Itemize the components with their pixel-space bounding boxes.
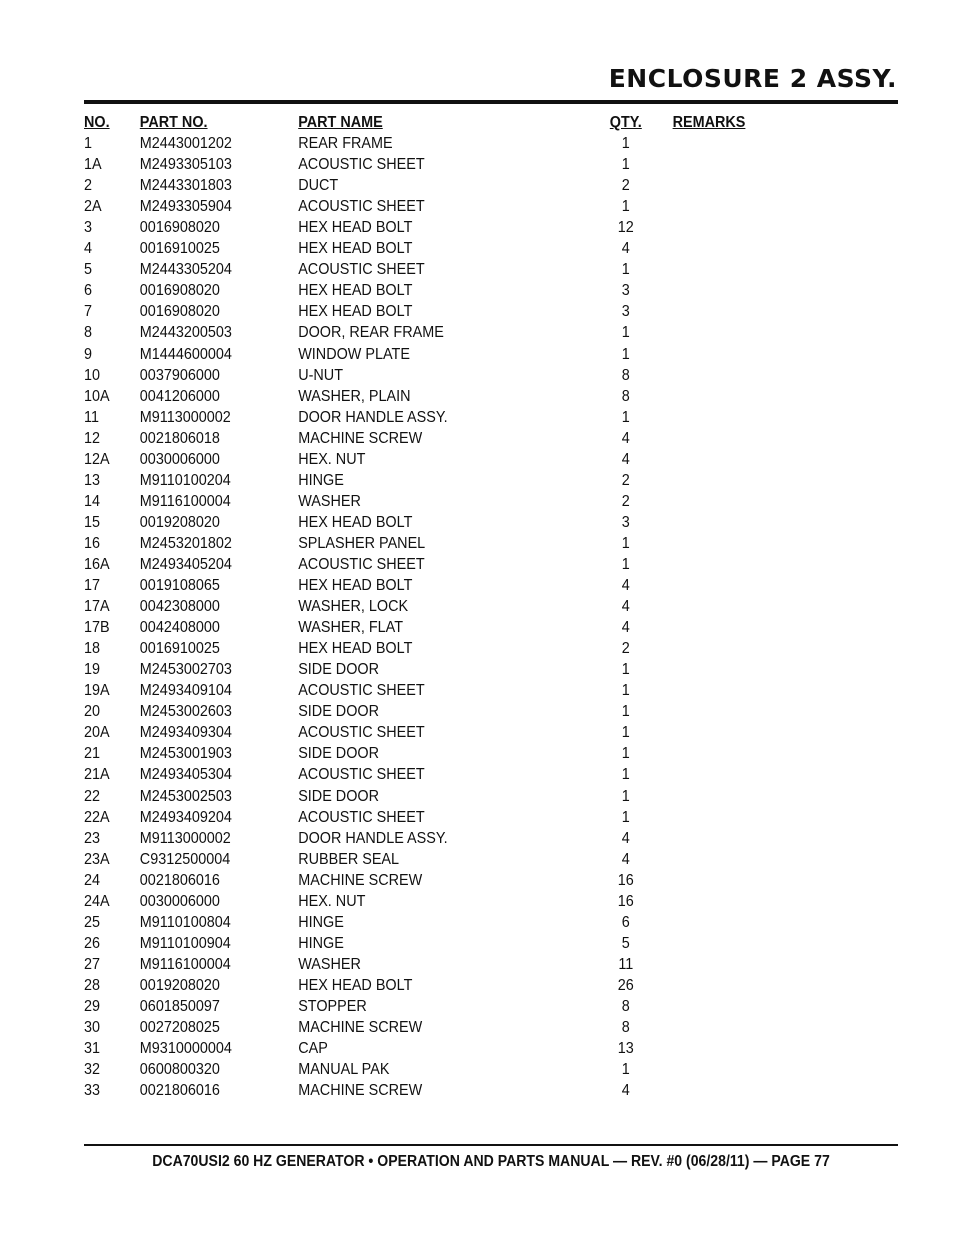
cell-qty: 1: [621, 534, 630, 552]
table-row: [84, 217, 899, 238]
cell-no: 4: [84, 240, 93, 258]
cell-no: 28: [84, 976, 101, 994]
cell-part-name: HEX HEAD BOLT: [298, 240, 413, 258]
cell-part-no: M2453201802: [139, 534, 232, 552]
header-part-name: PART NAME: [298, 114, 383, 131]
parts-table: [84, 112, 898, 1101]
cell-part-name: DUCT: [298, 177, 339, 195]
cell-no: 2: [84, 177, 93, 195]
cell-part-name: RUBBER SEAL: [298, 850, 400, 868]
table-row: [84, 680, 899, 701]
cell-part-name: ACOUSTIC SHEET: [298, 198, 425, 216]
table-row: [84, 933, 899, 954]
cell-no: 13: [84, 471, 101, 489]
cell-qty: 1: [621, 724, 630, 742]
table-row: [84, 701, 899, 722]
cell-part-name: REAR FRAME: [298, 135, 393, 153]
cell-part-no: M9110100204: [139, 471, 231, 489]
cell-no: 19: [84, 661, 101, 679]
cell-part-no: M9116100004: [139, 492, 231, 510]
cell-qty: 12: [617, 219, 634, 237]
table-row: [84, 849, 899, 870]
cell-part-no: M2493305103: [139, 156, 232, 174]
cell-no: 22A: [84, 808, 110, 826]
cell-part-name: SIDE DOOR: [298, 745, 380, 763]
header-qty: QTY.: [609, 114, 642, 131]
cell-part-no: 0042408000: [139, 619, 220, 637]
cell-qty: 1: [621, 324, 630, 342]
table-row: [84, 575, 899, 596]
table-row: [84, 491, 899, 512]
cell-qty: 5: [621, 934, 630, 952]
page-title: ENCLOSURE 2 ASSY.: [608, 64, 897, 93]
cell-qty: 2: [621, 177, 630, 195]
cell-part-name: WINDOW PLATE: [298, 345, 410, 363]
cell-qty: 4: [621, 450, 630, 468]
cell-part-no: 0021806018: [139, 429, 220, 447]
cell-qty: 1: [621, 261, 630, 279]
cell-part-no: 0600800320: [139, 1061, 220, 1079]
table-row: [84, 386, 899, 407]
table-row: [84, 154, 899, 175]
cell-part-no: M2493405204: [139, 555, 232, 573]
cell-no: 24A: [84, 892, 110, 910]
table-row: [84, 449, 899, 470]
cell-no: 24: [84, 871, 101, 889]
cell-no: 17B: [84, 619, 110, 637]
table-row: [84, 280, 899, 301]
cell-part-no: M2453002503: [139, 787, 232, 805]
cell-part-no: 0027208025: [139, 1019, 220, 1037]
cell-part-no: M9113000002: [139, 829, 231, 847]
cell-qty: 4: [621, 1082, 630, 1100]
cell-part-name: ACOUSTIC SHEET: [298, 261, 425, 279]
cell-no: 22: [84, 787, 101, 805]
cell-part-name: HINGE: [298, 471, 344, 489]
cell-qty: 1: [621, 555, 630, 573]
cell-part-no: C9312500004: [139, 850, 231, 868]
cell-part-name: HEX HEAD BOLT: [298, 282, 413, 300]
cell-no: 16: [84, 534, 101, 552]
cell-qty: 2: [621, 471, 630, 489]
cell-qty: 2: [621, 492, 630, 510]
table-row: [84, 344, 899, 365]
table-row: [84, 638, 899, 659]
cell-qty: 4: [621, 598, 630, 616]
cell-no: 3: [84, 219, 93, 237]
cell-part-name: MACHINE SCREW: [298, 1082, 423, 1100]
cell-no: 23: [84, 829, 101, 847]
cell-part-name: MACHINE SCREW: [298, 871, 423, 889]
cell-part-name: SIDE DOOR: [298, 661, 380, 679]
cell-no: 11: [84, 408, 99, 426]
cell-qty: 1: [621, 345, 630, 363]
cell-part-no: M2453001903: [139, 745, 232, 763]
cell-part-name: HEX HEAD BOLT: [298, 219, 413, 237]
cell-no: 30: [84, 1019, 101, 1037]
cell-part-name: HEX HEAD BOLT: [298, 513, 413, 531]
cell-part-no: M2493305904: [139, 198, 232, 216]
cell-part-name: DOOR HANDLE ASSY.: [298, 829, 448, 847]
cell-qty: 8: [621, 997, 630, 1015]
table-row: [84, 512, 899, 533]
cell-qty: 3: [621, 303, 630, 321]
cell-qty: 8: [621, 387, 630, 405]
cell-qty: 1: [621, 1061, 630, 1079]
cell-qty: 4: [621, 240, 630, 258]
table-row: [84, 259, 899, 280]
cell-qty: 4: [621, 619, 630, 637]
cell-no: 14: [84, 492, 101, 510]
cell-part-no: M9110100904: [139, 934, 231, 952]
table-row: [84, 428, 899, 449]
cell-qty: 3: [621, 513, 630, 531]
cell-no: 17: [84, 577, 101, 595]
cell-part-no: 0019108065: [139, 577, 220, 595]
cell-no: 19A: [84, 682, 110, 700]
cell-no: 29: [84, 997, 101, 1015]
cell-part-name: SPLASHER PANEL: [298, 534, 426, 552]
cell-part-name: MACHINE SCREW: [298, 1019, 423, 1037]
cell-qty: 1: [621, 787, 630, 805]
table-row: [84, 828, 899, 849]
cell-part-no: M9310000004: [139, 1040, 232, 1058]
cell-part-no: 0019208020: [139, 976, 220, 994]
cell-no: 10A: [84, 387, 110, 405]
cell-part-no: 0030006000: [139, 892, 220, 910]
table-row: [84, 322, 899, 343]
table-row: [84, 1059, 899, 1080]
title-rule: [84, 100, 898, 104]
cell-no: 33: [84, 1082, 101, 1100]
cell-no: 20A: [84, 724, 110, 742]
table-row: [84, 891, 899, 912]
cell-no: 15: [84, 513, 101, 531]
table-row: [84, 196, 899, 217]
cell-part-name: ACOUSTIC SHEET: [298, 682, 425, 700]
table-row: [84, 238, 899, 259]
cell-no: 31: [84, 1040, 101, 1058]
cell-part-no: M9116100004: [139, 955, 231, 973]
cell-part-name: HEX HEAD BOLT: [298, 640, 413, 658]
table-row: [84, 975, 899, 996]
table-row: [84, 554, 899, 575]
table-row: [84, 301, 899, 322]
cell-part-name: HEX. NUT: [298, 892, 366, 910]
cell-part-name: U-NUT: [298, 366, 343, 384]
cell-part-name: HEX HEAD BOLT: [298, 577, 413, 595]
header-part-no: PART NO.: [139, 114, 208, 131]
cell-no: 21A: [84, 766, 110, 784]
cell-part-name: ACOUSTIC SHEET: [298, 555, 425, 573]
cell-part-name: HEX. NUT: [298, 450, 366, 468]
cell-qty: 4: [621, 429, 630, 447]
cell-part-no: M2443305204: [139, 261, 232, 279]
table-row: [84, 617, 899, 638]
cell-qty: 1: [621, 408, 630, 426]
cell-qty: 11: [618, 955, 634, 973]
cell-no: 23A: [84, 850, 110, 868]
table-row: [84, 1080, 899, 1101]
cell-part-no: M2493409304: [139, 724, 232, 742]
table-row: [84, 807, 899, 828]
cell-part-name: ACOUSTIC SHEET: [298, 724, 425, 742]
table-row: [84, 764, 899, 785]
cell-part-no: 0021806016: [139, 871, 220, 889]
cell-part-no: M2453002603: [139, 703, 232, 721]
cell-qty: 16: [617, 892, 634, 910]
cell-part-name: ACOUSTIC SHEET: [298, 766, 425, 784]
cell-part-name: WASHER: [298, 492, 361, 510]
cell-qty: 1: [621, 703, 630, 721]
cell-part-no: M2443001202: [139, 135, 232, 153]
cell-part-name: HINGE: [298, 913, 344, 931]
cell-qty: 16: [617, 871, 634, 889]
table-row: [84, 596, 899, 617]
cell-part-name: ACOUSTIC SHEET: [298, 808, 425, 826]
cell-part-no: M2493409104: [139, 682, 232, 700]
cell-part-no: M2493409204: [139, 808, 232, 826]
cell-qty: 6: [621, 913, 630, 931]
table-row: [84, 996, 899, 1017]
cell-part-name: HEX HEAD BOLT: [298, 303, 413, 321]
cell-no: 1A: [84, 156, 102, 174]
cell-part-name: DOOR HANDLE ASSY.: [298, 408, 448, 426]
cell-part-no: M2493405304: [139, 766, 232, 784]
cell-no: 5: [84, 261, 93, 279]
cell-no: 16A: [84, 555, 110, 573]
cell-no: 32: [84, 1061, 101, 1079]
cell-part-no: 0037906000: [139, 366, 220, 384]
table-row: [84, 407, 899, 428]
cell-part-no: M9113000002: [139, 408, 231, 426]
cell-no: 7: [84, 303, 93, 321]
cell-qty: 13: [617, 1040, 634, 1058]
cell-no: 10: [84, 366, 101, 384]
footer-rule: [84, 1144, 898, 1146]
cell-part-name: CAP: [298, 1040, 328, 1058]
table-row: [84, 470, 899, 491]
table-row: [84, 786, 899, 807]
cell-no: 25: [84, 913, 101, 931]
cell-part-no: 0016910025: [139, 640, 220, 658]
cell-part-no: 0019208020: [139, 513, 220, 531]
cell-no: 8: [84, 324, 93, 342]
table-row: [84, 870, 899, 891]
cell-part-name: MANUAL PAK: [298, 1061, 390, 1079]
table-row: [84, 912, 899, 933]
cell-qty: 1: [621, 156, 630, 174]
table-row: [84, 954, 899, 975]
cell-part-name: WASHER, PLAIN: [298, 387, 411, 405]
cell-qty: 1: [621, 135, 630, 153]
table-row: [84, 743, 899, 764]
header-no: NO.: [84, 114, 110, 131]
cell-qty: 8: [621, 366, 630, 384]
cell-qty: 1: [621, 661, 630, 679]
cell-qty: 4: [621, 829, 630, 847]
cell-qty: 2: [621, 640, 630, 658]
cell-part-no: 0016908020: [139, 219, 220, 237]
cell-part-name: WASHER: [298, 955, 361, 973]
cell-part-name: HEX HEAD BOLT: [298, 976, 413, 994]
cell-qty: 1: [621, 198, 630, 216]
cell-part-name: WASHER, FLAT: [298, 619, 404, 637]
cell-part-no: 0021806016: [139, 1082, 220, 1100]
table-row: [84, 175, 899, 196]
cell-part-no: 0016908020: [139, 282, 220, 300]
cell-part-name: SIDE DOOR: [298, 787, 380, 805]
cell-qty: 1: [621, 766, 630, 784]
cell-qty: 1: [621, 745, 630, 763]
header-remarks: REMARKS: [672, 114, 746, 131]
table-row: [84, 133, 899, 154]
table-row: [84, 365, 899, 386]
cell-qty: 26: [617, 976, 634, 994]
cell-part-no: M2443200503: [139, 324, 232, 342]
cell-qty: 4: [621, 850, 630, 868]
table-body: [84, 133, 898, 1101]
cell-no: 21: [84, 745, 101, 763]
table-row: [84, 1017, 899, 1038]
cell-no: 12: [84, 429, 101, 447]
cell-part-name: WASHER, LOCK: [298, 598, 409, 616]
cell-no: 26: [84, 934, 101, 952]
cell-qty: 1: [621, 808, 630, 826]
cell-no: 2A: [84, 198, 102, 216]
cell-part-name: HINGE: [298, 934, 344, 952]
cell-part-name: DOOR, REAR FRAME: [298, 324, 444, 342]
cell-part-no: 0601850097: [139, 997, 220, 1015]
page-footer: DCA70USI2 60 HZ GENERATOR • OPERATION AND PARTS MANUAL — REV. #0 (06/28/11) — PAGE 77: [152, 1153, 830, 1170]
table-row: [84, 722, 899, 743]
table-row: [84, 659, 899, 680]
cell-no: 1: [84, 135, 93, 153]
cell-part-name: STOPPER: [298, 997, 367, 1015]
cell-part-no: 0041206000: [139, 387, 220, 405]
cell-no: 9: [84, 345, 93, 363]
cell-qty: 4: [621, 577, 630, 595]
cell-part-no: M2453002703: [139, 661, 232, 679]
table-row: [84, 533, 899, 554]
cell-no: 20: [84, 703, 101, 721]
cell-qty: 8: [621, 1019, 630, 1037]
cell-part-no: M9110100804: [139, 913, 231, 931]
cell-no: 27: [84, 955, 101, 973]
cell-part-no: 0016908020: [139, 303, 220, 321]
table-row: [84, 1038, 899, 1059]
cell-no: 12A: [84, 450, 110, 468]
cell-part-no: 0042308000: [139, 598, 220, 616]
cell-part-name: ACOUSTIC SHEET: [298, 156, 425, 174]
table-header: [84, 112, 899, 133]
cell-qty: 3: [621, 282, 630, 300]
cell-no: 6: [84, 282, 93, 300]
cell-part-no: 0016910025: [139, 240, 220, 258]
cell-part-name: MACHINE SCREW: [298, 429, 423, 447]
cell-no: 18: [84, 640, 101, 658]
cell-part-no: 0030006000: [139, 450, 220, 468]
cell-part-no: M2443301803: [139, 177, 232, 195]
cell-no: 17A: [84, 598, 110, 616]
cell-qty: 1: [621, 682, 630, 700]
cell-part-no: M1444600004: [139, 345, 232, 363]
cell-part-name: SIDE DOOR: [298, 703, 380, 721]
